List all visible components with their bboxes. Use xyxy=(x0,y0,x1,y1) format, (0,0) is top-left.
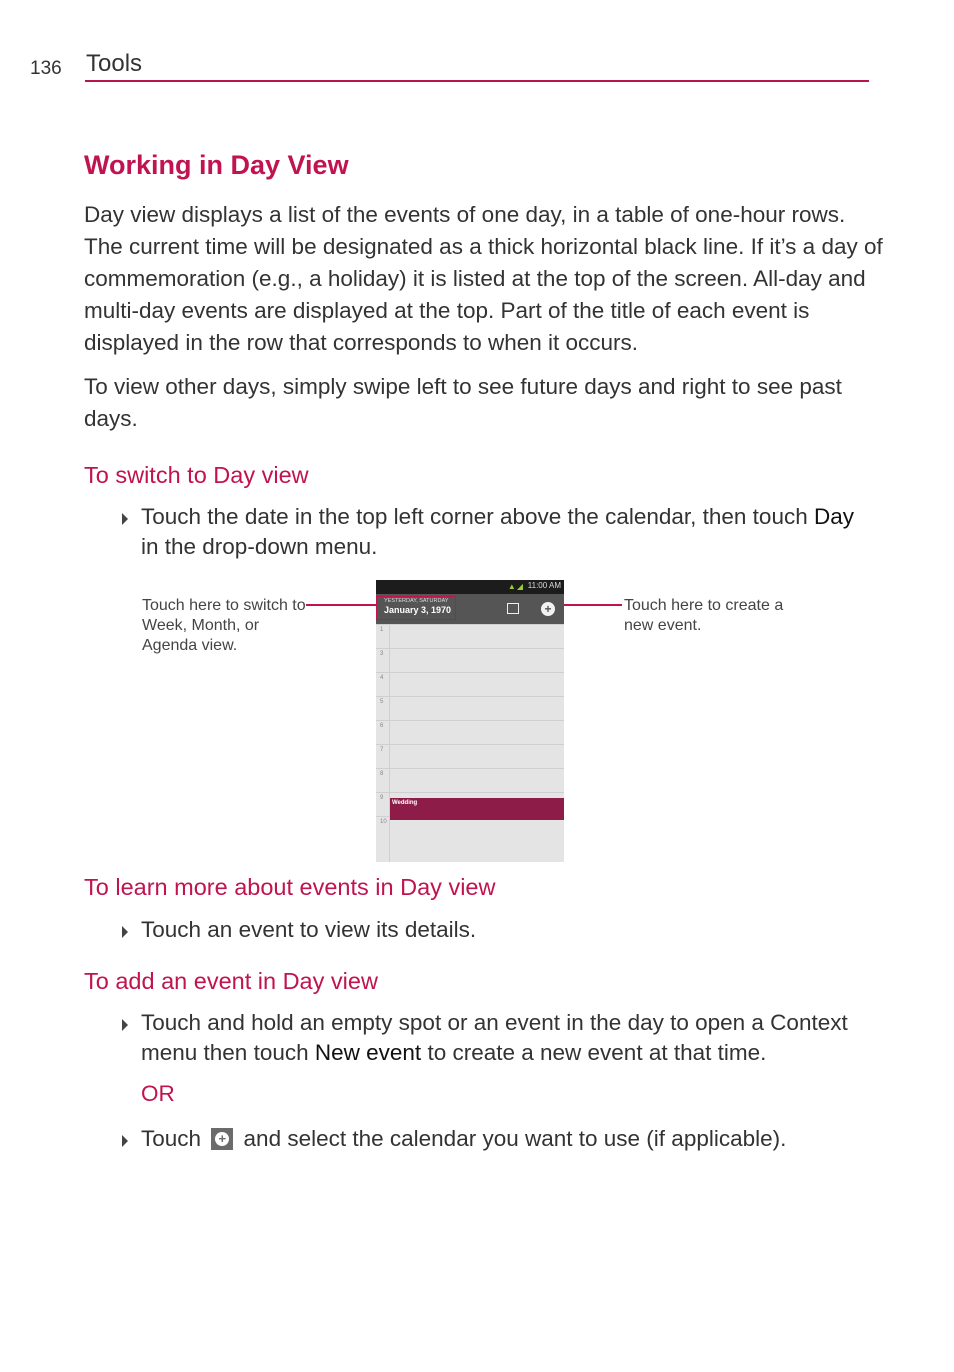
section-name: Tools xyxy=(86,50,143,77)
add-event-icon[interactable]: + xyxy=(541,602,555,616)
intro-paragraph-1: Day view displays a list of the events of one day, in a table of one-hour rows. The current time will be designated as a thick horizontal black line. If it’s a day of commemoration (e.g., a holiday) it is listed at the top of the screen. All-day and multi-day events are displayed at the top. Part of the title of each event is displayed in the row that corresponds to when it occurs. xyxy=(84,202,883,355)
add-step-1-text-b: to create a new event at that time. xyxy=(421,1040,767,1065)
hour-label: 1 xyxy=(380,627,384,633)
hour-row[interactable] xyxy=(376,696,564,720)
event-title: Wedding xyxy=(392,800,418,806)
switch-step-text-a: Touch the date in the top left corner above the calendar, then touch xyxy=(141,504,814,529)
add-step-2-text-b: and select the calendar you want to use (if applicable). xyxy=(237,1126,787,1151)
hour-row[interactable] xyxy=(376,624,564,648)
signal-wifi-icon: ▲◢ xyxy=(507,582,524,591)
add-step-2-text-a: Touch xyxy=(141,1126,208,1151)
hour-grid[interactable] xyxy=(376,624,564,862)
callout-leader-right xyxy=(560,604,622,606)
hour-row[interactable] xyxy=(376,744,564,768)
callout-new-event: Touch here to create a new event. xyxy=(624,597,784,634)
hour-label: 5 xyxy=(380,699,384,705)
learn-step xyxy=(141,915,871,945)
hour-row[interactable] xyxy=(376,648,564,672)
calendar-action-bar xyxy=(376,594,564,624)
add-step-2 xyxy=(141,1124,881,1154)
intro-paragraph-2: To view other days, simply swipe left to see future days and right to see past days. xyxy=(84,374,842,431)
hour-row[interactable] xyxy=(376,720,564,744)
hour-row[interactable] xyxy=(376,768,564,792)
event-block[interactable] xyxy=(390,798,564,820)
or-separator: OR xyxy=(141,1081,175,1106)
header-rule xyxy=(85,80,869,82)
page-title: Working in Day View xyxy=(84,150,349,180)
heading-add-event: To add an event in Day view xyxy=(84,968,378,994)
switch-step-text-b: in the drop-down menu. xyxy=(141,534,378,559)
today-calendar-icon[interactable] xyxy=(507,603,519,614)
add-step-1 xyxy=(141,1008,881,1068)
status-bar xyxy=(376,580,564,594)
hour-label: 8 xyxy=(380,771,384,777)
callout-date-menu: Touch here to switch to Week, Month, or Agenda view. xyxy=(142,597,306,654)
switch-step-strong: Day xyxy=(813,504,854,529)
add-step-1-text-a: Touch and hold an empty spot or an event in the day to open a Context menu then touch xyxy=(141,1010,848,1065)
page-number: 136 xyxy=(30,58,62,79)
heading-switch-day-view: To switch to Day view xyxy=(84,462,309,488)
learn-step-text: Touch an event to view its details. xyxy=(141,917,477,942)
hour-row[interactable] xyxy=(376,672,564,696)
hour-label: 10 xyxy=(380,819,387,825)
add-step-1-strong: New event xyxy=(314,1040,422,1065)
bullet-arrow-icon xyxy=(122,1019,128,1031)
switch-step xyxy=(141,502,871,562)
heading-learn-events: To learn more about events in Day view xyxy=(84,874,496,900)
date-weekday: YESTERDAY, SATURDAY xyxy=(384,598,449,604)
hour-label: 7 xyxy=(380,747,384,753)
bullet-arrow-icon xyxy=(122,926,128,938)
hour-label: 9 xyxy=(380,795,384,801)
bullet-arrow-icon xyxy=(122,513,128,525)
callout-leader-left xyxy=(306,604,376,606)
add-event-inline-icon xyxy=(211,1128,233,1150)
bullet-arrow-icon xyxy=(122,1135,128,1147)
status-time: 11:00 AM xyxy=(527,581,561,590)
hour-label: 4 xyxy=(380,675,384,681)
hour-label: 3 xyxy=(380,651,384,657)
hour-label: 6 xyxy=(380,723,384,729)
date-selector[interactable]: January 3, 1970 xyxy=(384,605,452,615)
day-view-screenshot xyxy=(376,580,564,862)
